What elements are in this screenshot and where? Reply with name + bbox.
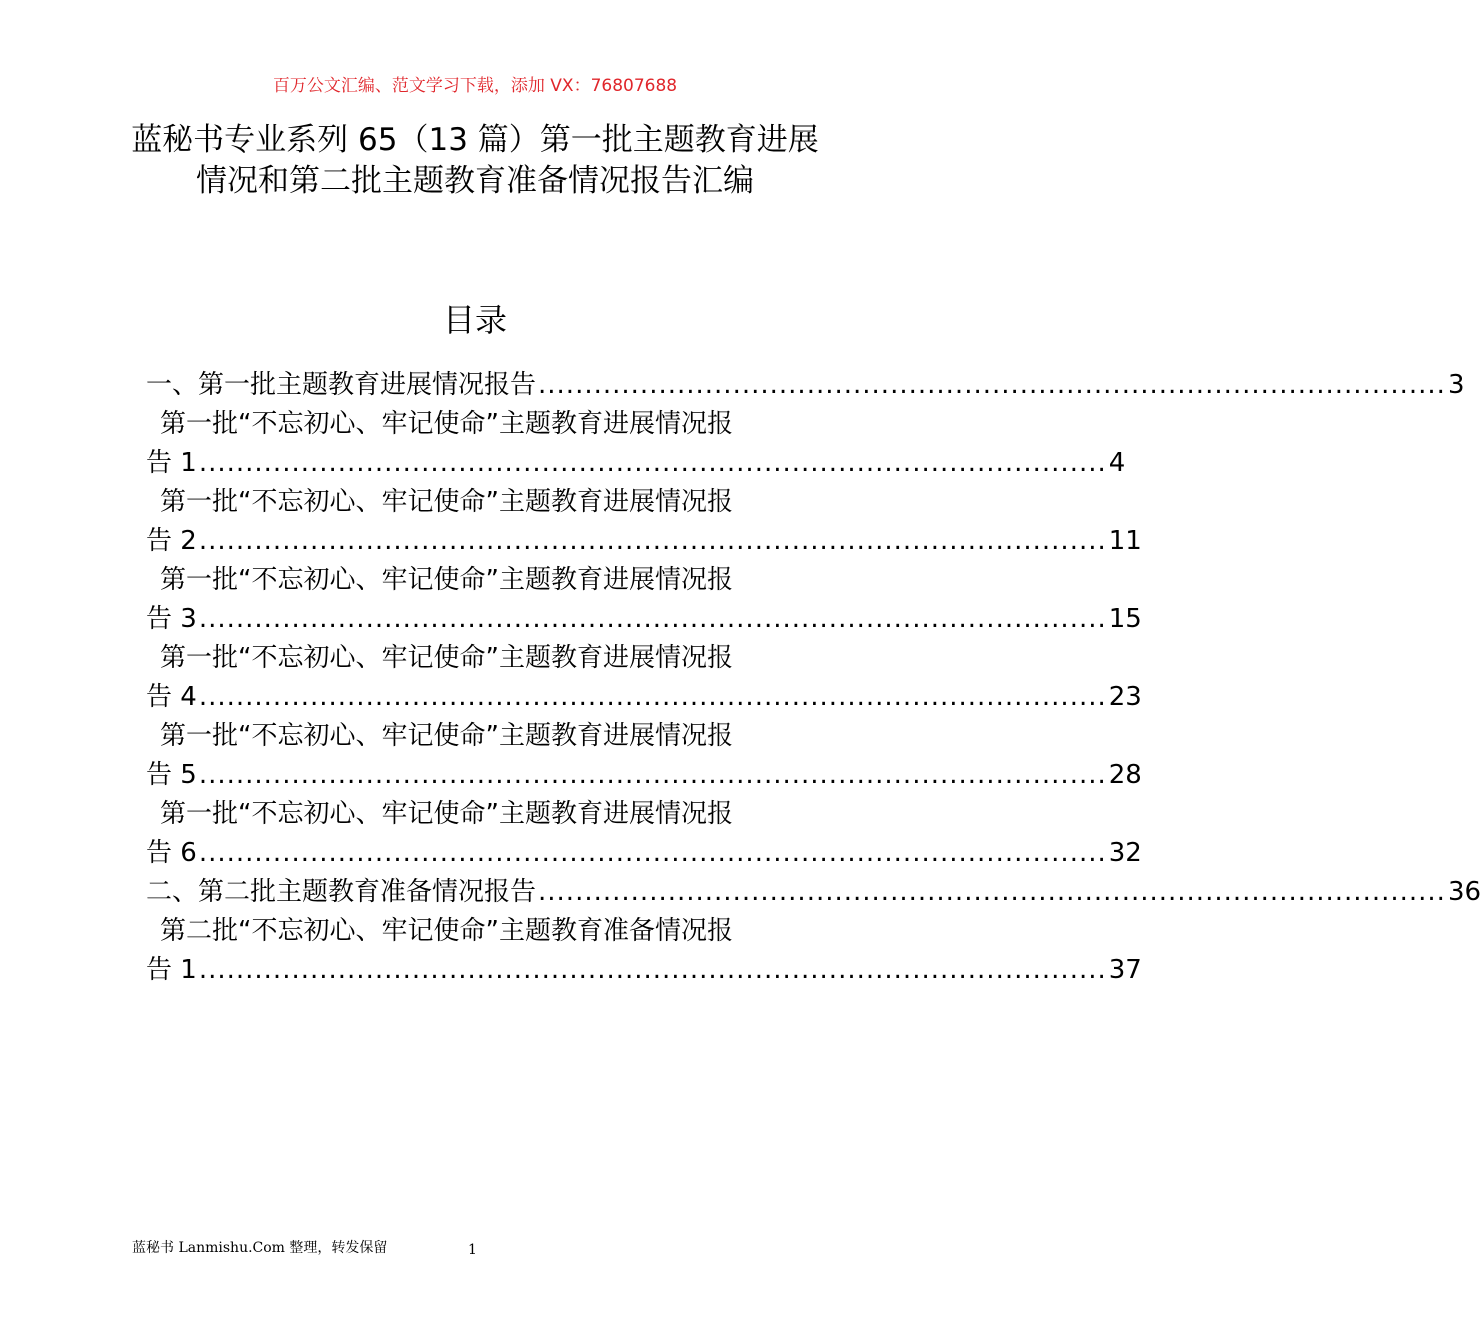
toc-page-number: 32 (1108, 838, 1142, 868)
toc-entry-text: 二、第二批主题教育准备情况报告 (146, 877, 537, 907)
toc-entry-report[interactable] (146, 561, 1142, 639)
toc-leader-dots: .................................................................................................. (198, 604, 1107, 634)
toc-entry-text: 第一批“不忘初心、牢记使命”主题教育进展情况报 (160, 565, 733, 595)
toc-page-number: 3 (1447, 370, 1465, 400)
toc-entry-text: 第一批“不忘初心、牢记使命”主题教育进展情况报 (160, 409, 733, 439)
header-note: 百万公文汇编、范文学习下载，添加 VX：76807688 (272, 76, 678, 96)
toc-entry-text-cont: 告 3 (146, 604, 197, 634)
toc-entry-text: 第一批“不忘初心、牢记使命”主题教育进展情况报 (160, 721, 733, 751)
toc-leader-dots: .................................................................................................. (198, 526, 1107, 556)
toc-entry-text-cont: 告 2 (146, 526, 197, 556)
footer-page-number: 1 (468, 1242, 477, 1258)
toc-entry-text: 一、第一批主题教育进展情况报告 (146, 370, 537, 400)
toc-entry-report[interactable] (146, 912, 1142, 990)
toc-entry-text: 第一批“不忘初心、牢记使命”主题教育进展情况报 (160, 799, 733, 829)
toc-entry-text: 第一批“不忘初心、牢记使命”主题教育进展情况报 (160, 643, 733, 673)
toc-entry-report[interactable] (146, 639, 1142, 717)
toc-entry-report[interactable] (146, 717, 1142, 795)
toc-leader-dots: .................................................................................................. (538, 370, 1446, 400)
toc-entry-section-1[interactable] (146, 366, 1465, 405)
toc-entry-report[interactable] (146, 795, 1142, 873)
toc-page-number: 4 (1108, 448, 1126, 478)
toc-entry-text-cont: 告 5 (146, 760, 197, 790)
toc-page-number: 15 (1108, 604, 1142, 634)
toc-leader-dots: .................................................................................................. (198, 760, 1107, 790)
toc-page-number: 37 (1108, 955, 1142, 985)
toc-entry-text-cont: 告 1 (146, 955, 197, 985)
toc-page-number: 23 (1108, 682, 1142, 712)
toc-page-number: 11 (1108, 526, 1142, 556)
toc-entry-text-cont: 告 4 (146, 682, 197, 712)
footer-source: 蓝秘书 Lanmishu.Com 整理，转发保留 (132, 1240, 388, 1256)
toc-leader-dots: .................................................................................................. (198, 838, 1107, 868)
toc-heading: 目录 (442, 301, 507, 339)
toc-entry-text-cont: 告 6 (146, 838, 197, 868)
toc-leader-dots: .................................................................................................. (198, 955, 1107, 985)
toc-page-number: 28 (1108, 760, 1142, 790)
toc-entry-text-cont: 告 1 (146, 448, 197, 478)
toc-leader-dots: .................................................................................................. (198, 682, 1107, 712)
document-title: 蓝秘书专业系列 65（13 篇）第一批主题教育进展情况和第二批主题教育准备情况报告汇编 (131, 122, 819, 199)
toc-page-number: 36 (1447, 877, 1481, 907)
table-of-contents (146, 366, 1481, 990)
toc-entry-section-2[interactable] (146, 873, 1481, 912)
toc-entry-report[interactable] (146, 405, 1126, 483)
toc-entry-text: 第一批“不忘初心、牢记使命”主题教育进展情况报 (160, 487, 733, 517)
toc-leader-dots: .................................................................................................. (538, 877, 1446, 907)
toc-entry-text: 第二批“不忘初心、牢记使命”主题教育准备情况报 (160, 916, 733, 946)
toc-leader-dots: .................................................................................................. (198, 448, 1107, 478)
toc-entry-report[interactable] (146, 483, 1142, 561)
